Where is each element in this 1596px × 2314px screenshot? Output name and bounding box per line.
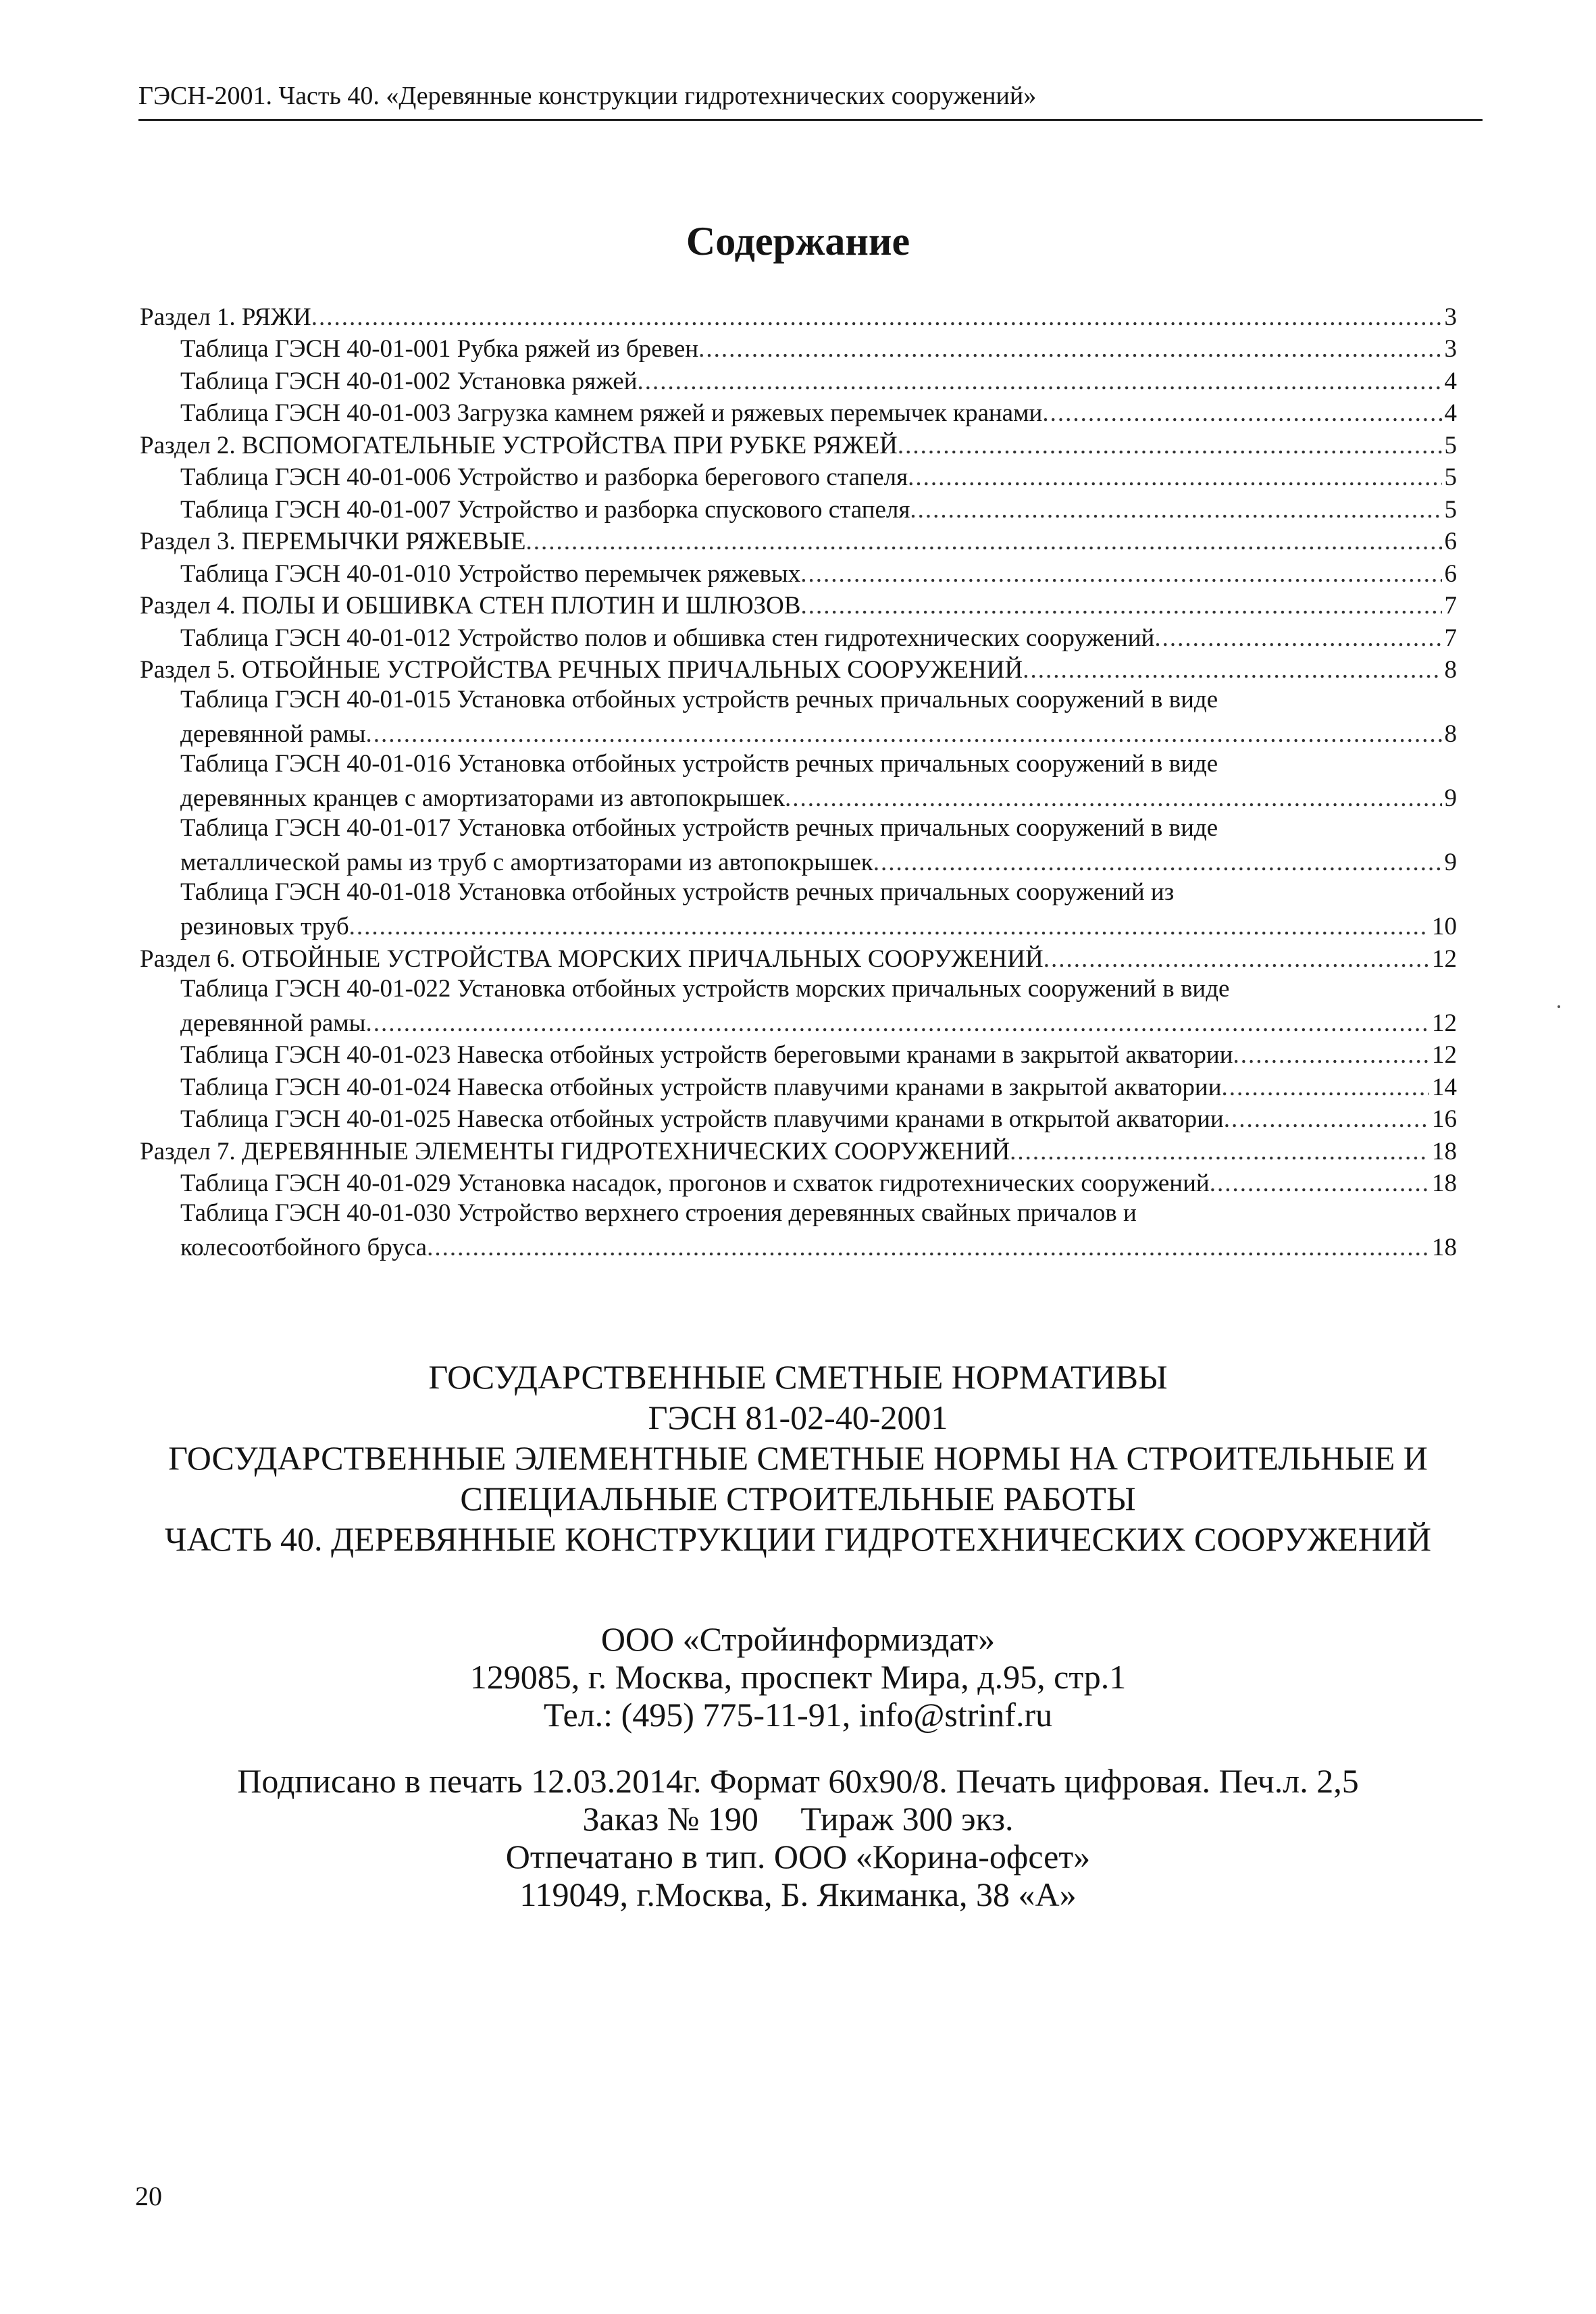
standards-line-1: ГОСУДАРСТВЕННЫЕ СМЕТНЫЕ НОРМАТИВЫ — [428, 1358, 1168, 1396]
running-header: ГЭСН-2001. Часть 40. «Деревянные конструкции гидротехнических сооружений» — [138, 80, 1483, 121]
toc-section-entry — [140, 525, 1457, 557]
toc-table-entry — [140, 461, 1457, 493]
toc-page-number: 14 — [1432, 1073, 1457, 1101]
toc-entry-text: колесоотбойного бруса — [180, 1234, 428, 1261]
toc-dot-leader — [898, 431, 1442, 461]
toc-dot-leader — [908, 463, 1441, 493]
toc-entry-text: металлической рамы из труб с амортизаторами из автопокрышек — [180, 849, 873, 876]
imprint-line-3: Отпечатано в тип. ООО «Корина-офсет» — [505, 1838, 1091, 1876]
imprint-block — [0, 1762, 1596, 1913]
toc-entry-line: Таблица ГЭСН 40-01-015 Установка отбойных устройств речных причальных сооружений в виде — [180, 686, 1218, 713]
toc-table-entry — [140, 718, 1457, 750]
scan-speck — [1558, 1005, 1560, 1008]
toc-table-entry — [140, 910, 1457, 942]
toc-entry-text: Раздел 6. ОТБОЙНЫЕ УСТРОЙСТВА МОРСКИХ ПРИЧАЛЬНЫХ СООРУЖЕНИЙ — [140, 945, 1044, 973]
toc-entry-text: Таблица ГЭСН 40-01-003 Загрузка камнем ряжей и ряжевых перемычек кранами — [180, 399, 1043, 427]
toc-entry-line: Таблица ГЭСН 40-01-022 Установка отбойных устройств морских причальных сооружений в виде — [180, 974, 1230, 1003]
toc-section-entry — [140, 300, 1457, 332]
toc-section-entry — [140, 428, 1457, 461]
toc-table-entry — [140, 846, 1457, 878]
toc-entry-text: Таблица ГЭСН 40-01-006 Устройство и разборка берегового стапеля — [180, 463, 908, 491]
toc-entry-text: Таблица ГЭСН 40-01-010 Устройство перемычек ряжевых — [180, 559, 801, 588]
toc-table-entry — [140, 782, 1457, 814]
toc-page-number: 3 — [1444, 303, 1457, 331]
imprint-line-2: Заказ № 190 Тираж 300 экз. — [582, 1800, 1014, 1838]
toc-entry-text: Таблица ГЭСН 40-01-012 Устройство полов и обшивка стен гидротехнических сооружений — [180, 624, 1155, 652]
toc-dot-leader — [366, 1009, 1429, 1038]
publisher-contacts: Тел.: (495) 775-11-91, info@strinf.ru — [543, 1696, 1053, 1734]
imprint-line-4: 119049, г.Москва, Б. Якиманка, 38 «А» — [519, 1876, 1077, 1913]
toc-page-number: 18 — [1432, 1169, 1457, 1197]
toc-page-number: 7 — [1444, 592, 1457, 620]
toc-page-number: 18 — [1432, 1137, 1457, 1165]
toc-entry-text: деревянных кранцев с амортизаторами из автопокрышек — [180, 784, 786, 812]
toc-dot-leader — [1224, 1105, 1429, 1134]
toc-dot-leader — [800, 591, 1441, 621]
standards-line-3: ГОСУДАРСТВЕННЫЕ ЭЛЕМЕНТНЫЕ СМЕТНЫЕ НОРМЫ НА СТРОИТЕЛЬНЫЕ И — [168, 1439, 1428, 1477]
toc-page-number: 8 — [1444, 720, 1457, 748]
toc-table-entry — [140, 493, 1457, 525]
toc-table-entry — [140, 1231, 1457, 1263]
toc-table-entry — [140, 1006, 1457, 1038]
toc-page-number: 6 — [1444, 559, 1457, 588]
table-of-contents — [140, 300, 1457, 1263]
toc-dot-leader — [873, 848, 1442, 878]
toc-section-entry — [140, 589, 1457, 622]
toc-entry-line: Таблица ГЭСН 40-01-016 Установка отбойных устройств речных причальных сооружений в виде — [180, 750, 1218, 778]
toc-entry-text: резиновых труб — [180, 913, 349, 940]
toc-entry-line: Таблица ГЭСН 40-01-018 Установка отбойных устройств речных причальных сооружений из — [180, 878, 1175, 906]
toc-table-entry — [140, 364, 1457, 397]
toc-dot-leader — [910, 495, 1441, 525]
toc-page-number: 3 — [1444, 335, 1457, 363]
toc-entry-text: Таблица ГЭСН 40-01-029 Установка насадок, прогонов и схваток гидротехнических сооружений — [180, 1169, 1210, 1197]
toc-page-number: 4 — [1444, 367, 1457, 395]
toc-entry-text: Раздел 1. РЯЖИ — [140, 303, 311, 331]
toc-dot-leader — [800, 559, 1441, 589]
toc-entry-text: Раздел 3. ПЕРЕМЫЧКИ РЯЖЕВЫЕ — [140, 528, 526, 555]
standards-block — [0, 1357, 1596, 1559]
toc-table-entry — [140, 397, 1457, 429]
toc-dot-leader — [1010, 1137, 1429, 1167]
toc-page-number: 9 — [1444, 849, 1457, 876]
toc-dot-leader — [698, 334, 1441, 364]
toc-page-number: 10 — [1432, 913, 1457, 940]
toc-entry-line: Таблица ГЭСН 40-01-030 Устройство верхнего строения деревянных свайных причалов и — [180, 1199, 1137, 1227]
page-number: 20 — [135, 2181, 162, 2211]
toc-page-number: 6 — [1444, 528, 1457, 555]
toc-table-entry — [140, 1167, 1457, 1199]
publisher-block — [0, 1620, 1596, 1734]
toc-page-number: 5 — [1444, 463, 1457, 491]
toc-dot-leader — [311, 303, 1442, 332]
toc-entry-text: Раздел 7. ДЕРЕВЯННЫЕ ЭЛЕМЕНТЫ ГИДРОТЕХНИЧЕСКИХ СООРУЖЕНИЙ — [140, 1137, 1010, 1165]
imprint-line-1: Подписано в печать 12.03.2014г. Формат 60х90/8. Печать цифровая. Печ.л. 2,5 — [237, 1762, 1359, 1800]
toc-entry-text: деревянной рамы — [180, 1009, 366, 1037]
toc-page-number: 18 — [1432, 1234, 1457, 1261]
toc-title: Содержание — [686, 219, 910, 263]
toc-dot-leader — [1210, 1169, 1429, 1199]
toc-entry-text: Раздел 4. ПОЛЫ И ОБШИВКА СТЕН ПЛОТИН И ШЛЮЗОВ — [140, 592, 801, 620]
toc-entry-line: Таблица ГЭСН 40-01-017 Установка отбойных устройств речных причальных сооружений в виде — [180, 814, 1218, 842]
toc-entry-text: Таблица ГЭСН 40-01-002 Установка ряжей — [180, 367, 638, 395]
toc-entry-text: Таблица ГЭСН 40-01-024 Навеска отбойных устройств плавучими кранами в закрытой акватории — [180, 1073, 1222, 1101]
toc-dot-leader — [1023, 655, 1441, 685]
toc-table-entry — [140, 1038, 1457, 1071]
toc-dot-leader — [349, 912, 1429, 942]
toc-page-number: 9 — [1444, 784, 1457, 812]
toc-entry-text: деревянной рамы — [180, 720, 366, 748]
toc-table-entry — [140, 557, 1457, 589]
publisher-address: 129085, г. Москва, проспект Мира, д.95, стр.1 — [469, 1658, 1127, 1696]
toc-entry-text: Таблица ГЭСН 40-01-007 Устройство и разборка спускового стапеля — [180, 495, 910, 524]
toc-page-number: 4 — [1444, 399, 1457, 427]
toc-dot-leader — [1233, 1040, 1430, 1070]
toc-section-entry — [140, 653, 1457, 686]
publisher-name: ООО «Стройинформиздат» — [600, 1620, 996, 1658]
toc-section-entry — [140, 1134, 1457, 1167]
toc-dot-leader — [785, 784, 1441, 813]
toc-section-entry — [140, 942, 1457, 974]
toc-page-number: 12 — [1432, 1041, 1457, 1069]
toc-page-number: 16 — [1432, 1105, 1457, 1133]
toc-dot-leader — [366, 720, 1442, 749]
toc-table-entry — [140, 621, 1457, 653]
toc-table-entry — [140, 1070, 1457, 1103]
toc-table-entry — [140, 1103, 1457, 1135]
toc-dot-leader — [1042, 399, 1441, 428]
toc-entry-text: Раздел 5. ОТБОЙНЫЕ УСТРОЙСТВА РЕЧНЫХ ПРИЧАЛЬНЫХ СООРУЖЕНИЙ — [140, 656, 1023, 684]
toc-dot-leader — [1044, 945, 1429, 974]
toc-table-entry — [140, 332, 1457, 365]
toc-page-number: 5 — [1444, 431, 1457, 459]
standards-part-title: ЧАСТЬ 40. ДЕРЕВЯННЫЕ КОНСТРУКЦИИ ГИДРОТЕХНИЧЕСКИХ СООРУЖЕНИЙ — [164, 1520, 1432, 1558]
toc-entry-text: Раздел 2. ВСПОМОГАТЕЛЬНЫЕ УСТРОЙСТВА ПРИ РУБКЕ РЯЖЕЙ — [140, 431, 898, 459]
toc-entry-text: Таблица ГЭСН 40-01-025 Навеска отбойных устройств плавучими кранами в открытой акватории — [180, 1105, 1224, 1133]
toc-page-number: 8 — [1444, 656, 1457, 684]
standards-code: ГЭСН 81-02-40-2001 — [648, 1399, 948, 1436]
toc-entry-text: Таблица ГЭСН 40-01-023 Навеска отбойных устройств береговыми кранами в закрытой акватории — [180, 1041, 1233, 1069]
toc-dot-leader — [1222, 1073, 1429, 1103]
toc-page-number: 12 — [1432, 945, 1457, 973]
toc-page-number: 7 — [1444, 624, 1457, 652]
toc-page-number: 12 — [1432, 1009, 1457, 1037]
standards-line-4: СПЕЦИАЛЬНЫЕ СТРОИТЕЛЬНЫЕ РАБОТЫ — [460, 1480, 1136, 1517]
toc-dot-leader — [427, 1233, 1429, 1263]
toc-entry-text: Таблица ГЭСН 40-01-001 Рубка ряжей из бревен — [180, 335, 699, 363]
toc-dot-leader — [526, 527, 1442, 557]
toc-page-number: 5 — [1444, 495, 1457, 524]
toc-dot-leader — [1154, 624, 1441, 653]
toc-dot-leader — [638, 367, 1442, 397]
